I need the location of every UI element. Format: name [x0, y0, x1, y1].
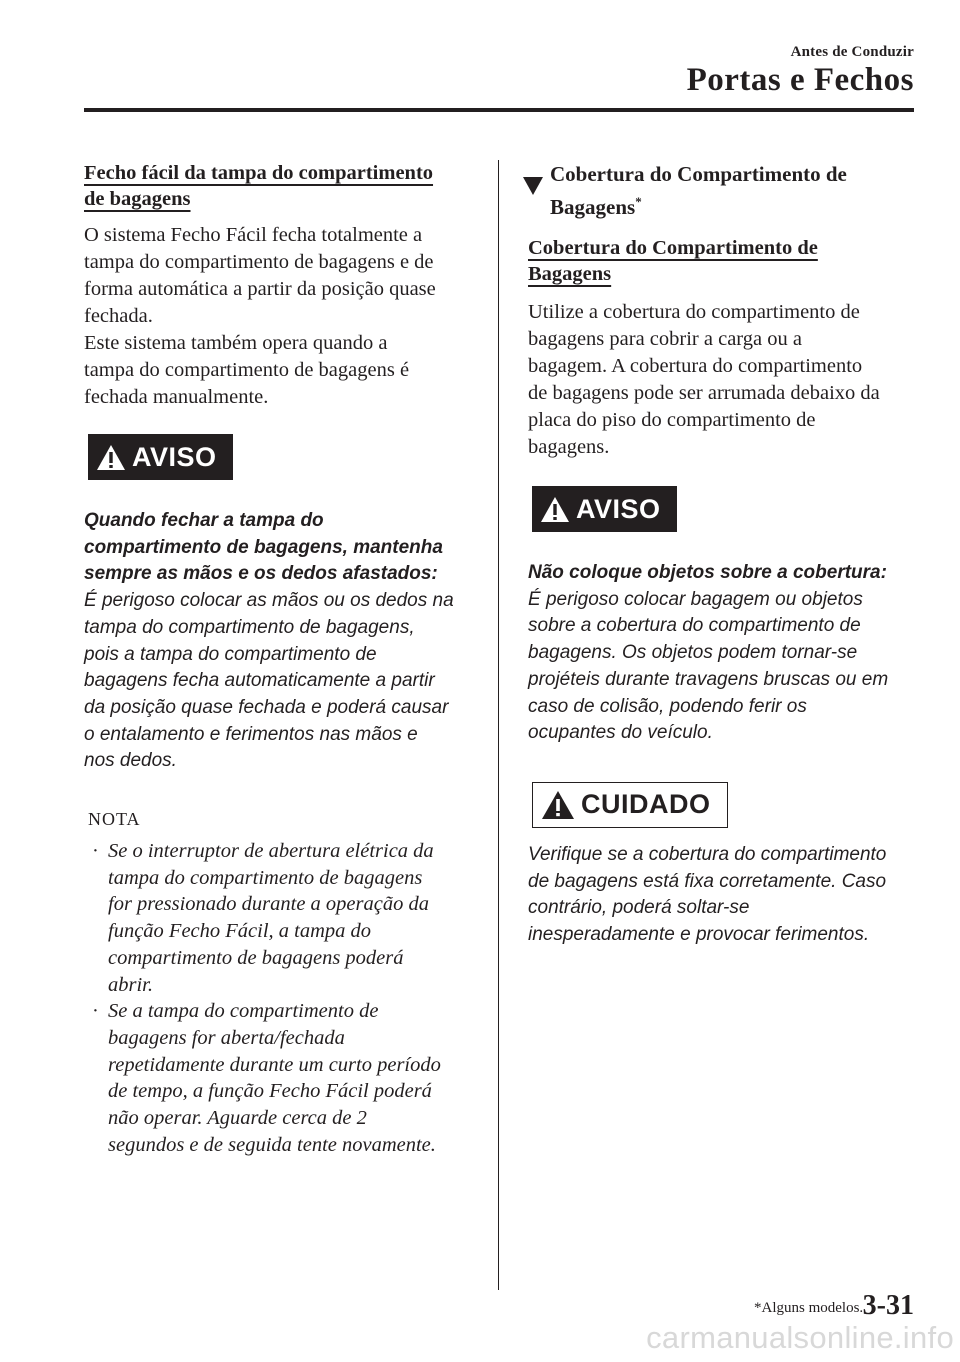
- warning-text: É perigoso colocar as mãos ou os dedos na tampa do compartimento de bagagens, pois a tampa do compartimento de bagagens fecha automaticamente a partir da posição quase fechada e poderá causar o entalamento e ferimentos nas mãos e nos dedos.: [84, 590, 454, 772]
- warning-text: É perigoso colocar bagagem ou objetos sobre a cobertura do compartimento de bagagens. Os objetos podem tornar-se projéteis durante travagens bruscas ou em caso de colisão, podendo ferir os ocupantes do veículo.: [528, 588, 889, 744]
- footnote-some-models: *Alguns modelos.: [754, 1300, 864, 1316]
- running-header-section: Antes de Conduzir: [790, 44, 914, 60]
- optional-equipment-mark: *: [635, 194, 642, 209]
- right-column: [528, 160, 920, 949]
- warning-title: Não coloque objetos sobre a cobertura:: [528, 562, 887, 583]
- header-rule: [84, 108, 914, 112]
- easy-close-heading: Fecho fácil da tampa do compartimento de bagagens: [84, 162, 434, 210]
- column-divider: [498, 160, 499, 1290]
- note-item: · Se o interruptor de abertura elétrica da tampa do compartimento de bagagens for pressionado durante a operação da função Fecho Fácil, a tampa do compartimento de bagagens poderá abrir.: [92, 840, 434, 996]
- section-triangle-icon: [522, 168, 544, 196]
- caution-badge: CUIDADO: [532, 782, 728, 828]
- left-column: [84, 160, 468, 1158]
- page-number: 3-31: [862, 1290, 914, 1321]
- caution-text: Verifique se a cobertura do compartimento de bagagens está fixa corretamente. Caso contrário, poderá soltar-se inesperadamente e provocar ferimentos.: [528, 843, 887, 946]
- note-label: NOTA: [88, 809, 141, 830]
- cargo-cover-section-title: Cobertura do Compartimento de Bagagens*: [522, 160, 920, 221]
- site-watermark: carmanualsonline.info: [646, 1320, 954, 1355]
- caution-triangle-icon: [541, 790, 575, 820]
- cargo-cover-heading: Cobertura do Compartimento de Bagagens: [528, 237, 818, 285]
- warning-badge: AVISO: [88, 434, 233, 480]
- warning-badge: AVISO: [532, 486, 677, 532]
- warning-triangle-icon: [96, 444, 126, 471]
- note-item: · Se a tampa do compartimento de bagagens for aberta/fechada repetidamente durante um curto período de tempo, a função Fecho Fácil poderá não operar. Aguarde cerca de 2 segundos e de seguida tente novamente.: [92, 1000, 441, 1156]
- note-list: [88, 838, 468, 1158]
- cargo-cover-description: Utilize a cobertura do compartimento de bagagens para cobrir a carga ou a bagagem. A cobertura do compartimento de bagagens pode ser arrumada debaixo da placa do piso do compartimento de bagagens.: [528, 301, 880, 458]
- running-header-chapter: Portas e Fechos: [686, 62, 914, 98]
- easy-close-description: O sistema Fecho Fácil fecha totalmente a tampa do compartimento de bagagens e de forma automática a partir da posição quase fechada. Este sistema também opera quando a tampa do compartimento de bagagens é fechada manualmente.: [84, 224, 436, 408]
- warning-title: Quando fechar a tampa do compartimento de bagagens, mantenha sempre as mãos e os dedos afastados:: [84, 510, 443, 585]
- warning-triangle-icon: [540, 496, 570, 523]
